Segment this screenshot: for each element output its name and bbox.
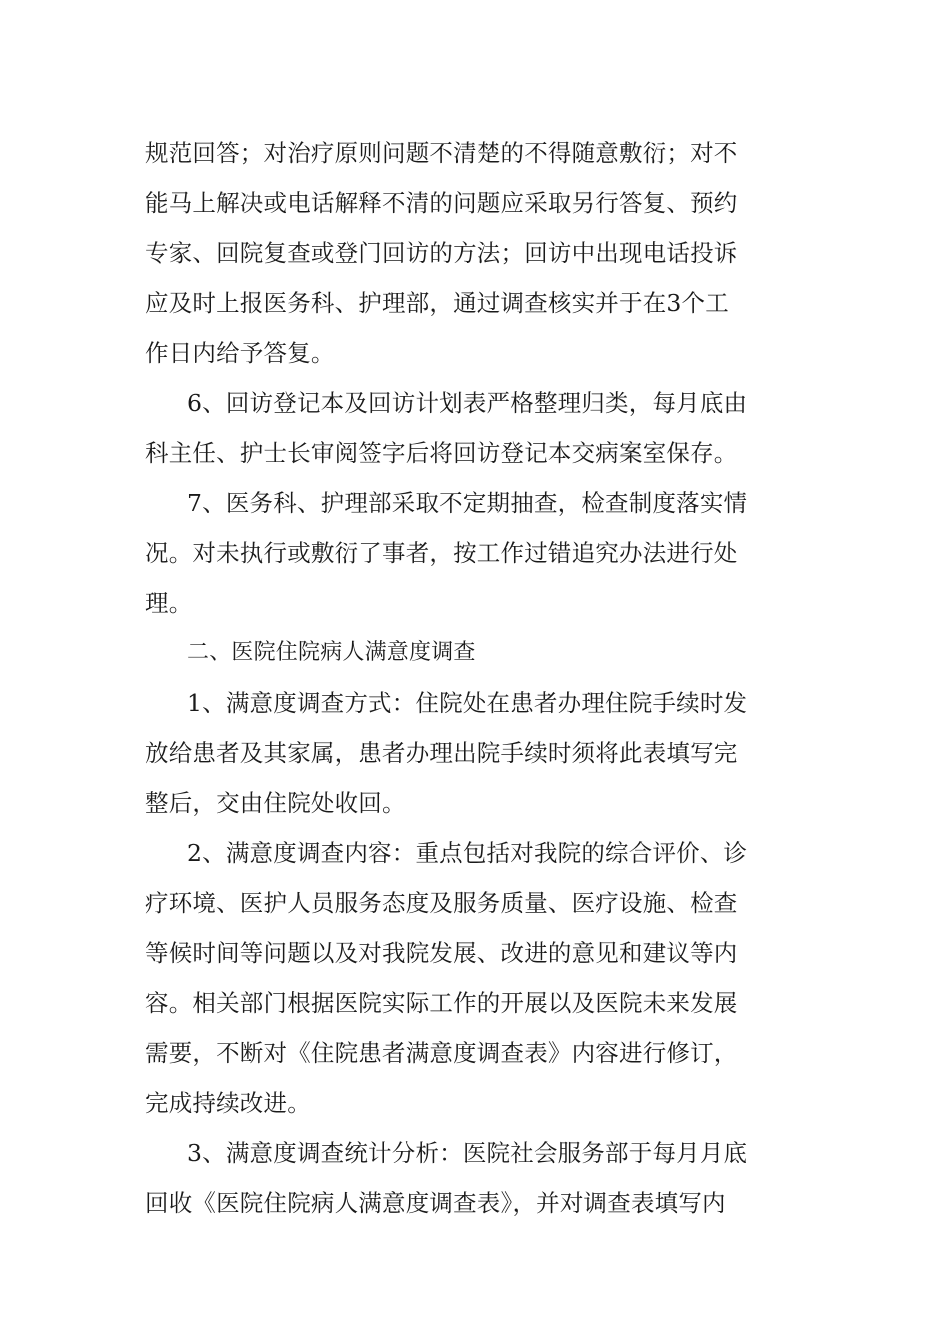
text-line: 况。对未执行或敷衍了事者，按工作过错追究办法进行处 [145, 539, 738, 567]
body-text [145, 128, 810, 1228]
text-line: 容。相关部门根据医院实际工作的开展以及医院未来发展 [145, 989, 738, 1017]
text-line: 整后，交由住院处收回。 [145, 789, 406, 817]
text-line: 规范回答；对治疗原则问题不清楚的不得随意敷衍；对不 [145, 139, 738, 167]
text-line: 专家、回院复查或登门回访的方法；回访中出现电话投诉 [145, 239, 738, 267]
paragraph-start-line: 3、满意度调查统计分析：医院社会服务部于每月月底 [187, 1139, 748, 1167]
text-line: 放给患者及其家属，患者办理出院手续时须将此表填写完 [145, 739, 738, 767]
text-line: 完成持续改进。 [145, 1089, 311, 1117]
text-line: 作日内给予答复。 [145, 339, 335, 367]
text-line: 回收《医院住院病人满意度调查表》，并对调查表填写内 [145, 1189, 726, 1217]
text-line: 应及时上报医务科、护理部，通过调查核实并于在3个工 [145, 289, 729, 317]
paragraph-start-line: 6、回访登记本及回访计划表严格整理归类，每月底由 [187, 389, 748, 417]
text-line: 能马上解决或电话解释不清的问题应采取另行答复、预约 [145, 189, 738, 217]
text-line: 疗环境、医护人员服务态度及服务质量、医疗设施、检查 [145, 889, 738, 917]
text-line: 科主任、护士长审阅签字后将回访登记本交病案室保存。 [145, 439, 738, 467]
paragraph-start-line: 7、医务科、护理部采取不定期抽查，检查制度落实情 [187, 489, 748, 517]
section-heading: 二、医院住院病人满意度调查 [187, 640, 476, 665]
text-line: 等候时间等问题以及对我院发展、改进的意见和建议等内 [145, 939, 738, 967]
text-line: 理。 [145, 589, 193, 617]
paragraph-start-line: 2、满意度调查内容：重点包括对我院的综合评价、诊 [187, 839, 748, 867]
paragraph-start-line: 1、满意度调查方式：住院处在患者办理住院手续时发 [187, 689, 748, 717]
text-line: 需要，不断对《住院患者满意度调查表》内容进行修订， [145, 1039, 738, 1067]
